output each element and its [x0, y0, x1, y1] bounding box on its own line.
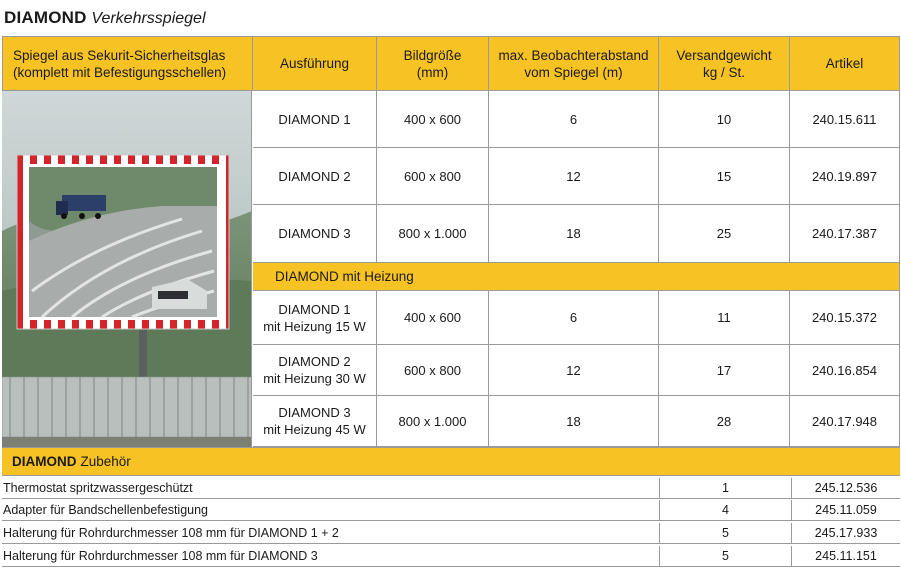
header-gewicht-line1: Versandgewicht	[676, 47, 772, 63]
table-row-2-article: 240.19.897	[790, 148, 900, 205]
accessory-qty: 5	[660, 523, 792, 544]
header-product-line2: (komplett mit Befestigungsschellen)	[13, 64, 227, 80]
header-product	[2, 36, 253, 91]
heated-row-3-size: 800 x 1.000	[377, 396, 489, 447]
table-row-3-size: 800 x 1.000	[377, 205, 489, 263]
table-row-3-article: 240.17.387	[790, 205, 900, 263]
mirror-illustration	[2, 91, 252, 447]
header-abstand	[489, 36, 659, 91]
table-row-3-weight: 25	[659, 205, 790, 263]
table-row-1-model: DIAMOND 1	[253, 91, 377, 148]
heated-row-2-weight: 17	[659, 345, 790, 396]
heated-row-2-model	[253, 345, 377, 396]
heated-row-3-model	[253, 396, 377, 447]
heated-section-band	[253, 263, 900, 291]
header-abstand-line2: vom Spiegel (m)	[524, 64, 623, 80]
accessory-name: Halterung für Rohrdurchmesser 108 mm für DIAMOND 1 + 2	[2, 523, 660, 544]
accessories-band	[2, 447, 900, 476]
heated-row-1-size: 400 x 600	[377, 291, 489, 345]
accessory-article: 245.12.536	[792, 478, 900, 499]
accessory-qty: 5	[660, 546, 792, 567]
heated-row-1-heating: mit Heizung 15 W	[263, 318, 366, 334]
heated-row-3-weight: 28	[659, 396, 790, 447]
table-row-1-distance: 6	[489, 91, 659, 148]
accessory-article: 245.11.059	[792, 500, 900, 521]
page-title	[4, 8, 206, 29]
header-abstand-line1: max. Beobachterabstand	[498, 47, 649, 63]
header-bildgroesse	[377, 36, 489, 91]
accessory-article: 245.17.933	[792, 523, 900, 544]
heated-row-1-model	[253, 291, 377, 345]
accessories-label: Zubehör	[80, 454, 131, 469]
heated-row-2-article: 240.16.854	[790, 345, 900, 396]
accessory-article: 245.11.151	[792, 546, 900, 567]
table-row-2-model: DIAMOND 2	[253, 148, 377, 205]
heated-row-2-size: 600 x 800	[377, 345, 489, 396]
heated-row-2-distance: 12	[489, 345, 659, 396]
heated-row-2-model-name: DIAMOND 2	[278, 354, 351, 369]
table-row-2-size: 600 x 800	[377, 148, 489, 205]
table-row-1-article: 240.15.611	[790, 91, 900, 148]
product-photo	[2, 91, 252, 447]
table-row-3-distance: 18	[489, 205, 659, 263]
accessory-name: Adapter für Bandschellenbefestigung	[2, 500, 660, 521]
header-gewicht-line2: kg / St.	[702, 64, 746, 80]
heated-row-3-model-name: DIAMOND 3	[278, 405, 351, 420]
title-brand: DIAMOND	[4, 8, 87, 27]
heated-row-1-weight: 11	[659, 291, 790, 345]
heated-row-3-distance: 18	[489, 396, 659, 447]
header-bildgroesse-line1: Bildgröße	[403, 47, 462, 63]
heated-row-2-heating: mit Heizung 30 W	[263, 371, 366, 386]
header-ausfuehrung: Ausführung	[253, 36, 377, 91]
table-row-2-weight: 15	[659, 148, 790, 205]
table-row-1-weight: 10	[659, 91, 790, 148]
accessory-row	[2, 500, 900, 521]
heated-row-3-article: 240.17.948	[790, 396, 900, 447]
accessory-name: Halterung für Rohrdurchmesser 108 mm für DIAMOND 3	[2, 546, 660, 567]
table-row-1-size: 400 x 600	[377, 91, 489, 148]
accessories-brand: DIAMOND	[12, 454, 77, 469]
header-gewicht	[659, 36, 790, 91]
accessory-qty: 1	[660, 478, 792, 499]
table-row-2-distance: 12	[489, 148, 659, 205]
heated-row-1-distance: 6	[489, 291, 659, 345]
table-row-3-model: DIAMOND 3	[253, 205, 377, 263]
heated-row-3-heating: mit Heizung 45 W	[263, 422, 366, 437]
accessory-qty: 4	[660, 500, 792, 521]
heated-section-label: DIAMOND mit Heizung	[275, 269, 414, 284]
heated-row-1-article: 240.15.372	[790, 291, 900, 345]
header-bildgroesse-line2: (mm)	[416, 64, 449, 80]
accessory-row	[2, 546, 900, 567]
header-artikel: Artikel	[790, 36, 900, 91]
heated-row-1-model-name: DIAMOND 1	[278, 301, 351, 317]
header-product-line1: Spiegel aus Sekurit-Sicherheitsglas	[13, 47, 226, 63]
accessory-row	[2, 478, 900, 499]
accessory-row	[2, 523, 900, 544]
accessory-name: Thermostat spritzwassergeschützt	[2, 478, 660, 499]
title-subtitle: Verkehrsspiegel	[91, 10, 206, 27]
